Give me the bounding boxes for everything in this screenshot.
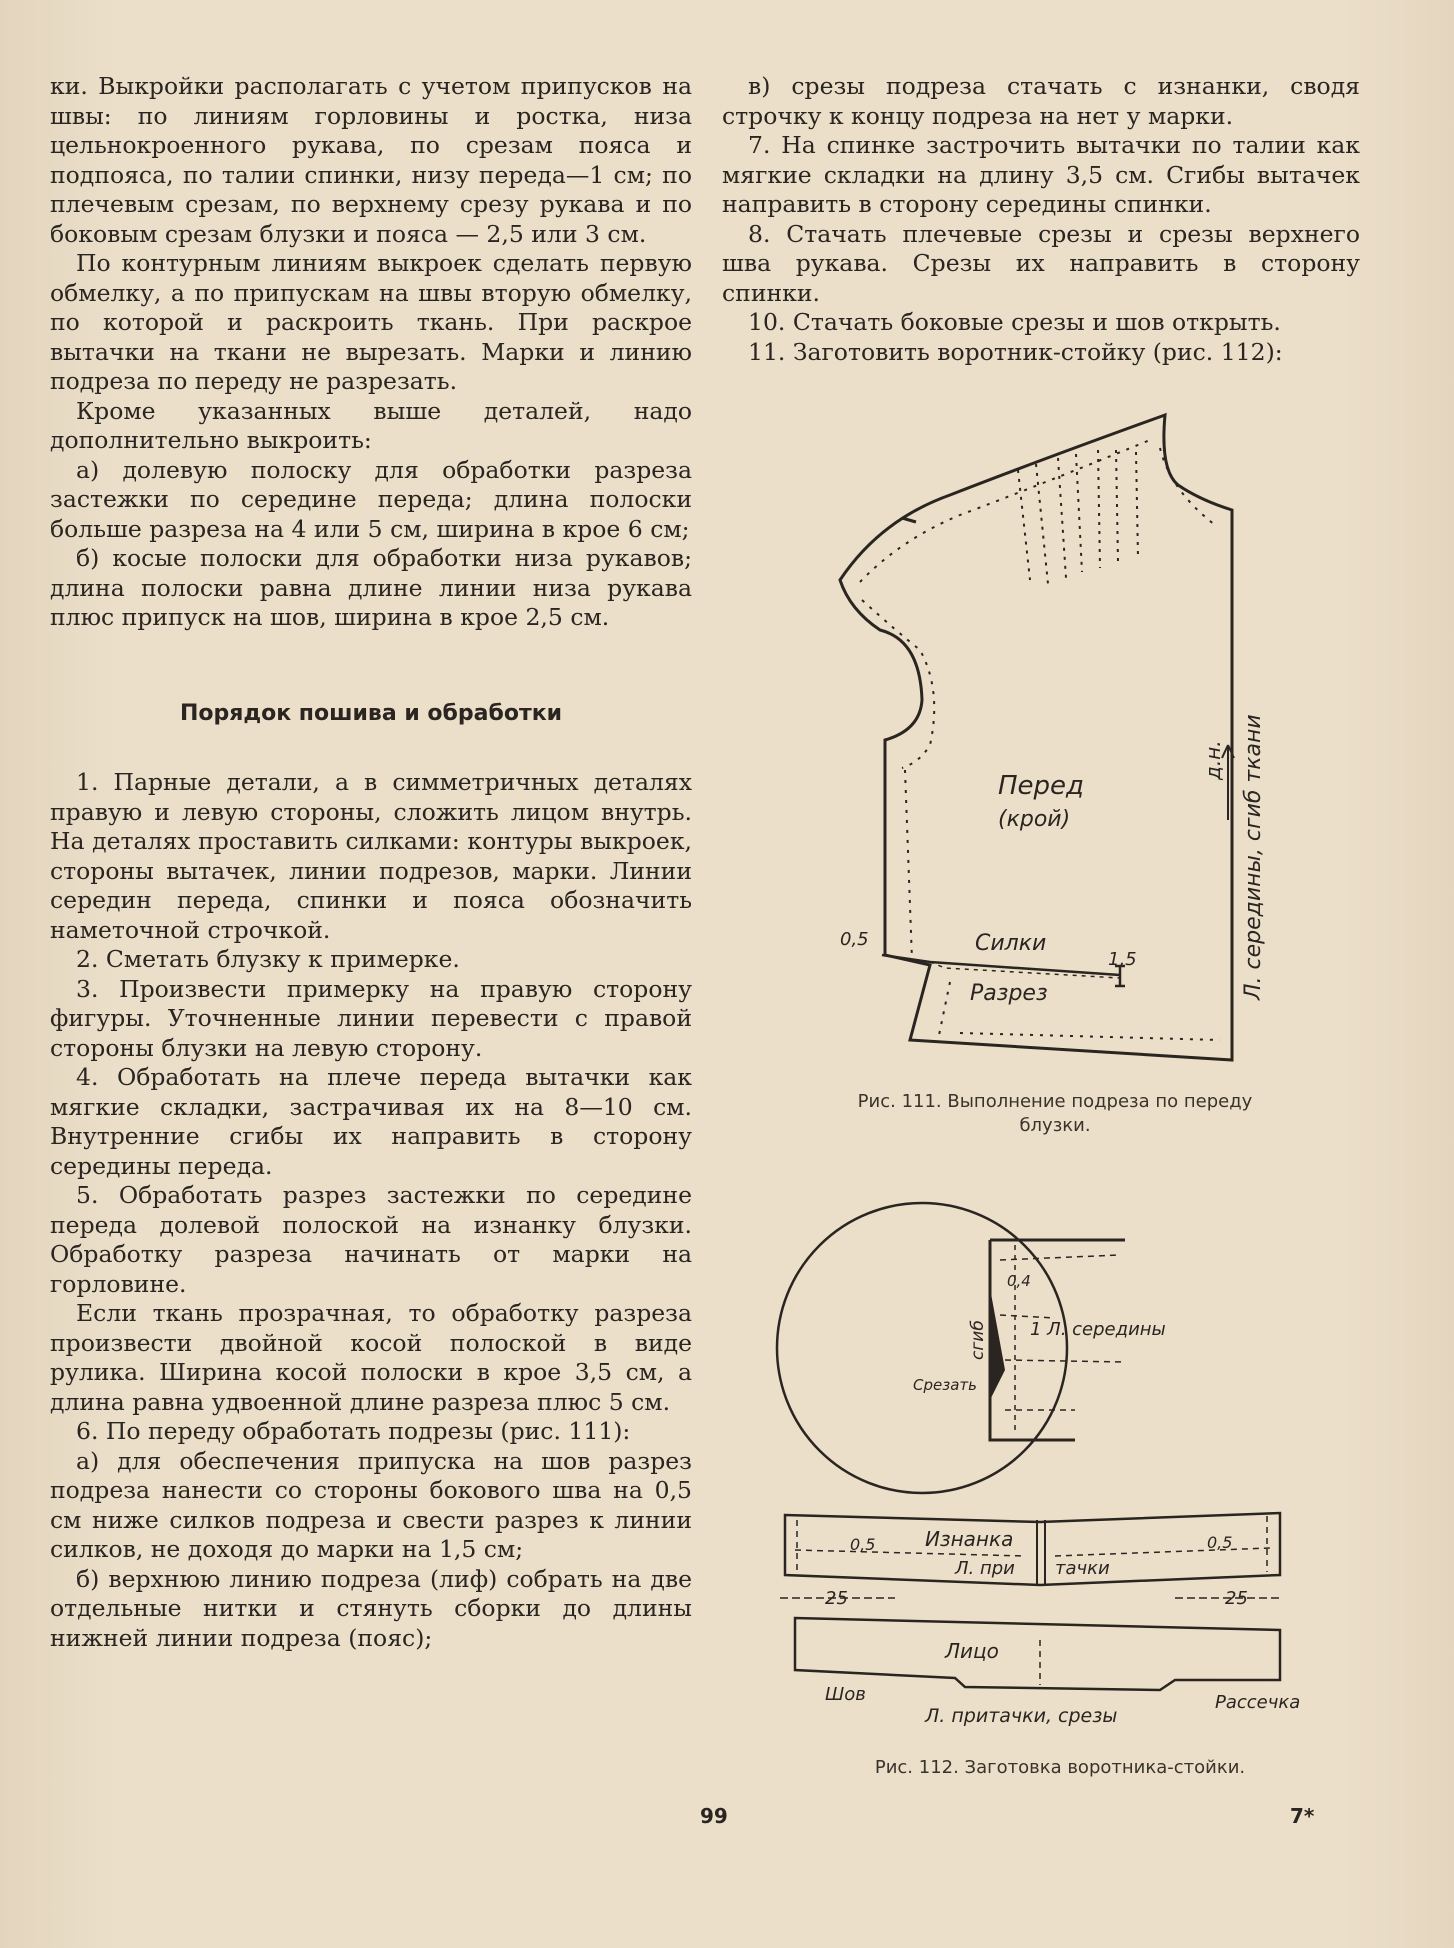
paragraph: б) верхнюю линию подреза (лиф) собрать на две отдельные нитки и стянуть сборки до длины нижней линии подреза (пояс);	[50, 1564, 692, 1652]
dim-05-left: 0,5	[850, 1535, 876, 1554]
cut-label: (крой)	[998, 807, 1071, 832]
right-column	[722, 72, 1360, 367]
collar-wrong-side	[780, 1513, 1280, 1609]
dart-tucks	[1018, 450, 1138, 584]
detail-circle	[777, 1203, 1067, 1493]
wrong-side-label: Изнанка	[925, 1527, 1014, 1551]
paragraph: а) для обеспечения припуска на шов разрез подреза нанести со стороны бокового шва на 0,5 см ниже силков подреза и свести разрез к линии силков, не доходя до марки на 1,5 см;	[50, 1446, 692, 1563]
page-number: 99	[700, 1804, 728, 1828]
paragraph: Кроме указанных выше деталей, надо дополнительно выкроить:	[50, 396, 692, 454]
paragraph: 1. Парные детали, а в симметричных деталях правую и левую стороны, сложить лицом внутрь. На деталях проставить силками: контуры выкроек, стороны вытачек, линии подрезов, марки. Линии середин переда, спинки и пояса обозначить наметочной строчкой.	[50, 768, 692, 944]
paragraph: 10. Стачать боковые срезы и шов открыть.	[748, 308, 1281, 336]
seam-label: Шов	[825, 1684, 866, 1705]
paragraph: б) косые полоски для обработки низа рукавов; длина полоски равна длине линии низа рукава плюс припуск на шов, ширина в крое 2,5 см.	[50, 544, 692, 631]
paragraph: 11. Заготовить воротник-стойку (рис. 112):	[748, 337, 1283, 366]
grain-label: д.н.	[1201, 740, 1225, 780]
front-label: Перед	[998, 771, 1085, 801]
figure-112-caption: Рис. 112. Заготовка воротника-стойки.	[874, 1757, 1246, 1778]
dim-15: 1,5	[1108, 949, 1137, 970]
mark-shoulder	[902, 518, 916, 522]
paragraph: ки. Выкройки располагать с учетом припусков на швы: по линиям горловины и ростка, низа цельнокроенного рукава, по срезам пояса и подпояса, по талии спинки, низу переда—1 см; по плечевым срезам, по верхнему срезу рукава и по боковым срезам блузки и пояса — 2,5 или 3 см.	[50, 72, 692, 248]
left-column	[50, 72, 692, 1653]
attach-label-b: тачки	[1055, 1558, 1110, 1579]
dim-04: 0,4	[1007, 1272, 1031, 1290]
paragraph: а) долевую полоску для обработки разреза застежки по середине переда; длина полоски больше разреза на 4 или 5 см, ширина в крое 6 см;	[50, 455, 692, 543]
paragraph: 2. Сметать блузку к примерке.	[76, 945, 460, 973]
cut-off-label: Срезать	[913, 1376, 977, 1394]
figure-111-bodice-front	[820, 400, 1266, 1080]
paragraph: в) срезы подреза стачать с изнанки, сводя строчку к концу подреза на нет у марки.	[722, 72, 1360, 130]
razrez-label: Разрез	[970, 981, 1048, 1006]
signature-mark: 7*	[1290, 1804, 1315, 1828]
fold-label: Л. середины, сгиб ткани	[1241, 714, 1266, 1000]
paragraph: По контурным линиям выкроек сделать первую обмелку, а по припускам на швы вторую обмелку, по которой и раскроить ткань. При раскрое вытачки на ткани не вырезать. Марки и линию подреза по переду не разрезать.	[50, 249, 692, 395]
section-heading: Порядок пошива и обработки	[179, 700, 563, 726]
figure-112-collar	[775, 1200, 1335, 1740]
paragraph: 4. Обработать на плече переда вытачки как мягкие складки, застрачивая их на 8—10 см. Внутренние сгибы их направить в сторону середины переда.	[50, 1063, 692, 1180]
seam-allowance-dashes	[860, 440, 1215, 960]
paragraph: 6. По переду обработать подрезы (рис. 111):	[76, 1417, 631, 1445]
dim-25-left: 25	[825, 1588, 848, 1609]
attach-edges-label: Л. притачки, срезы	[925, 1705, 1118, 1727]
dim-25-right: 25	[1225, 1588, 1248, 1609]
bodice-outline	[840, 415, 1232, 1060]
notch-label: Рассечка	[1215, 1692, 1301, 1713]
paragraph: 7. На спинке застрочить вытачки по талии как мягкие складки на длину 3,5 см. Сгибы вытачек направить в сторону середины спинки.	[722, 131, 1360, 218]
dim-05-right: 0,5	[1207, 1533, 1233, 1552]
figure-111-caption: Рис. 111. Выполнение подреза по переду блузки.	[857, 1091, 1253, 1136]
cut-triangle	[990, 1288, 1005, 1400]
paragraph: 8. Стачать плечевые срезы и срезы верхнего шва рукава. Срезы их направить в сторону спинки.	[722, 219, 1360, 307]
yoke-silki-line	[882, 955, 1120, 975]
face-side-label: Лицо	[945, 1639, 999, 1663]
attach-label-a: Л. при	[955, 1558, 1015, 1579]
paragraph: Если ткань прозрачная, то обработку разреза произвести двойной косой полоской в виде рулика. Ширина косой полоски в крое 3,5 см, а длина равна удвоенной длине разреза плюс 5 см.	[50, 1299, 692, 1416]
silki-label: Силки	[975, 931, 1047, 956]
collar-face-side	[795, 1618, 1300, 1727]
paragraph: 5. Обработать разрез застежки по середине переда долевой полоской на изнанку блузки. Обработку разреза начинать от марки на горловине.	[50, 1181, 692, 1298]
fold-label: сгиб	[968, 1320, 988, 1360]
dim-05: 0,5	[840, 929, 869, 950]
middle-line-label: 1 Л. середины	[1030, 1319, 1166, 1340]
paragraph: 3. Произвести примерку на правую сторону фигуры. Уточненные линии перевести с правой стороны блузки на левую сторону.	[50, 974, 692, 1062]
